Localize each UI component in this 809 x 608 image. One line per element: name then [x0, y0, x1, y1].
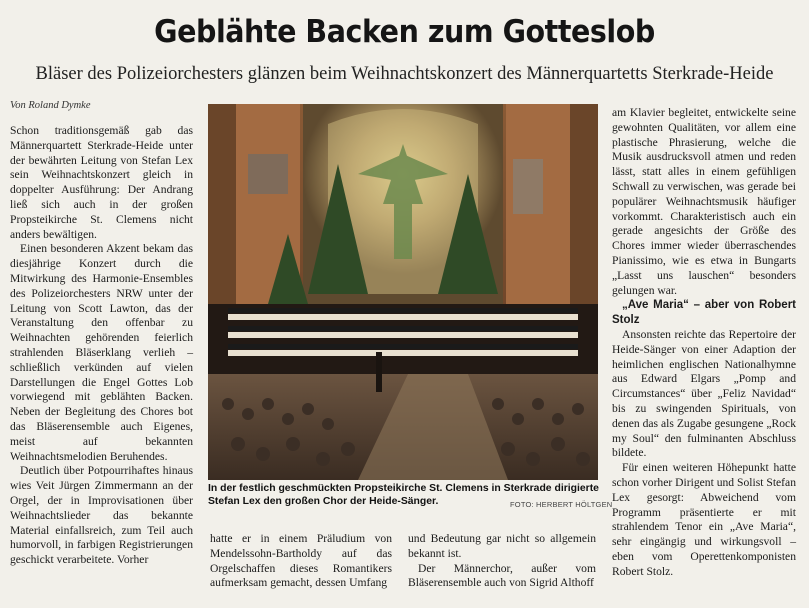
column-1 [10, 124, 193, 568]
section-subtitle: „Ave Maria“ – aber von Robert Stolz [612, 299, 796, 327]
paragraph: Ansonsten reichte das Repertoire der Heide-Sänger von einer Adaption der heimlichen englischen Nationalhymne aus Edward Elgars „Pomp and Circumstances“ über „Feliz Navidad“ bis zu swingenden Spirituals, von denen das als Zugabe gesungene „Rock my Soul“ den fulminanten Abschluss bildete. [612, 327, 796, 460]
headline: Geblähte Backen zum Gotteslob [154, 14, 655, 50]
paragraph: Schon traditionsgemäß gab das Männerquartett Sterkrade-Heide unter der bewährten Leitung von Stefan Lex sein Weihnachtskonzert gleich in doppelter Ausführung: Der Andrang ließ sich auch in der großen Propsteikirche St. Clemens nicht anders bewältigen. [10, 124, 193, 241]
paragraph: und Bedeutung gar nicht so allgemein bekannt ist. [408, 532, 596, 560]
photo-caption: In der festlich geschmückten Propsteikirche St. Clemens in Sterkrade dirigierte Stefan Lex den großen Chor der Heide-Sänger. [208, 483, 599, 507]
paragraph: am Klavier begleitet, entwickelte seine gewohnten Qualitäten, vor allem eine plastische Phrasierung, welche die Musik ausdrucksvoll atmen und reden lässt, statt alles in einem gefühligen Schwall zu verwischen, was gerade bei populärer Weihnachtsmusik häufiger vorkommt. Charakteristisch auch ein gerade angesichts der Größe des Chores immer wieder überraschendes Pianissimo, wie es etwa in Bungarts „Lasst uns lauschen“ besonders gelungen war. [612, 106, 796, 297]
paragraph: Der Männerchor, außer vom Bläserensemble auch von Sigrid Althoff [408, 561, 596, 590]
concert-photo [208, 104, 598, 480]
paragraph: Deutlich über Potpourrihaftes hinaus wies Veit Jürgen Zimmermann an der Orgel, der in Improvisationen über Weihnachtslieder das bekannte Material einfallsreich, zum Teil auch humorvoll, in farbigen Registrierungen geschickt verarbeitete. Vorher [10, 464, 193, 567]
subheadline: Bläser des Polizeiorchesters glänzen beim Weihnachtskonzert des Männerquartetts Sterkrade-Heide [35, 64, 774, 84]
column-2 [210, 532, 392, 591]
byline: Von Roland Dymke [10, 100, 91, 111]
paragraph: Einen besonderen Akzent bekam das diesjährige Konzert durch die Mitwirkung des Harmonie-Ensembles des Polizeiorchesters NRW unter der Leitung von Scott Lawton, das der Veranstaltung den offenbar zu Weihnachten gehörenden feierlich strahlenden Bläserklang verlieh – schließlich verkünden auf vielen Darstellungen die Engel Gottes Lob vorwiegend mit geblähten Backen. Neben der Begleitung des Chores bot das Bläserensemble auch Eigenes, meist auf bekannten Weihnachtsmelodien Beruhendes. [10, 242, 193, 463]
column-4 [612, 106, 796, 580]
paragraph: Für einen weiteren Höhepunkt hatte schon vorher Dirigent und Solist Stefan Lex gesorgt: Abweichend vom Programm präsentierte er mit strahlendem Tenor ein „Ave Maria“, sehr eingängig und wirkungsvoll – eben vom Operettenkomponisten Robert Stolz. [612, 461, 796, 578]
column-3 [408, 532, 596, 591]
photo-credit: FOTO: HERBERT HÖLTGEN [510, 500, 613, 509]
paragraph: hatte er in einem Präludium von Mendelssohn-Bartholdy auf das Orgelschaffen dieses Romantikers aufmerksam gemacht, dessen Umfang [210, 532, 392, 590]
